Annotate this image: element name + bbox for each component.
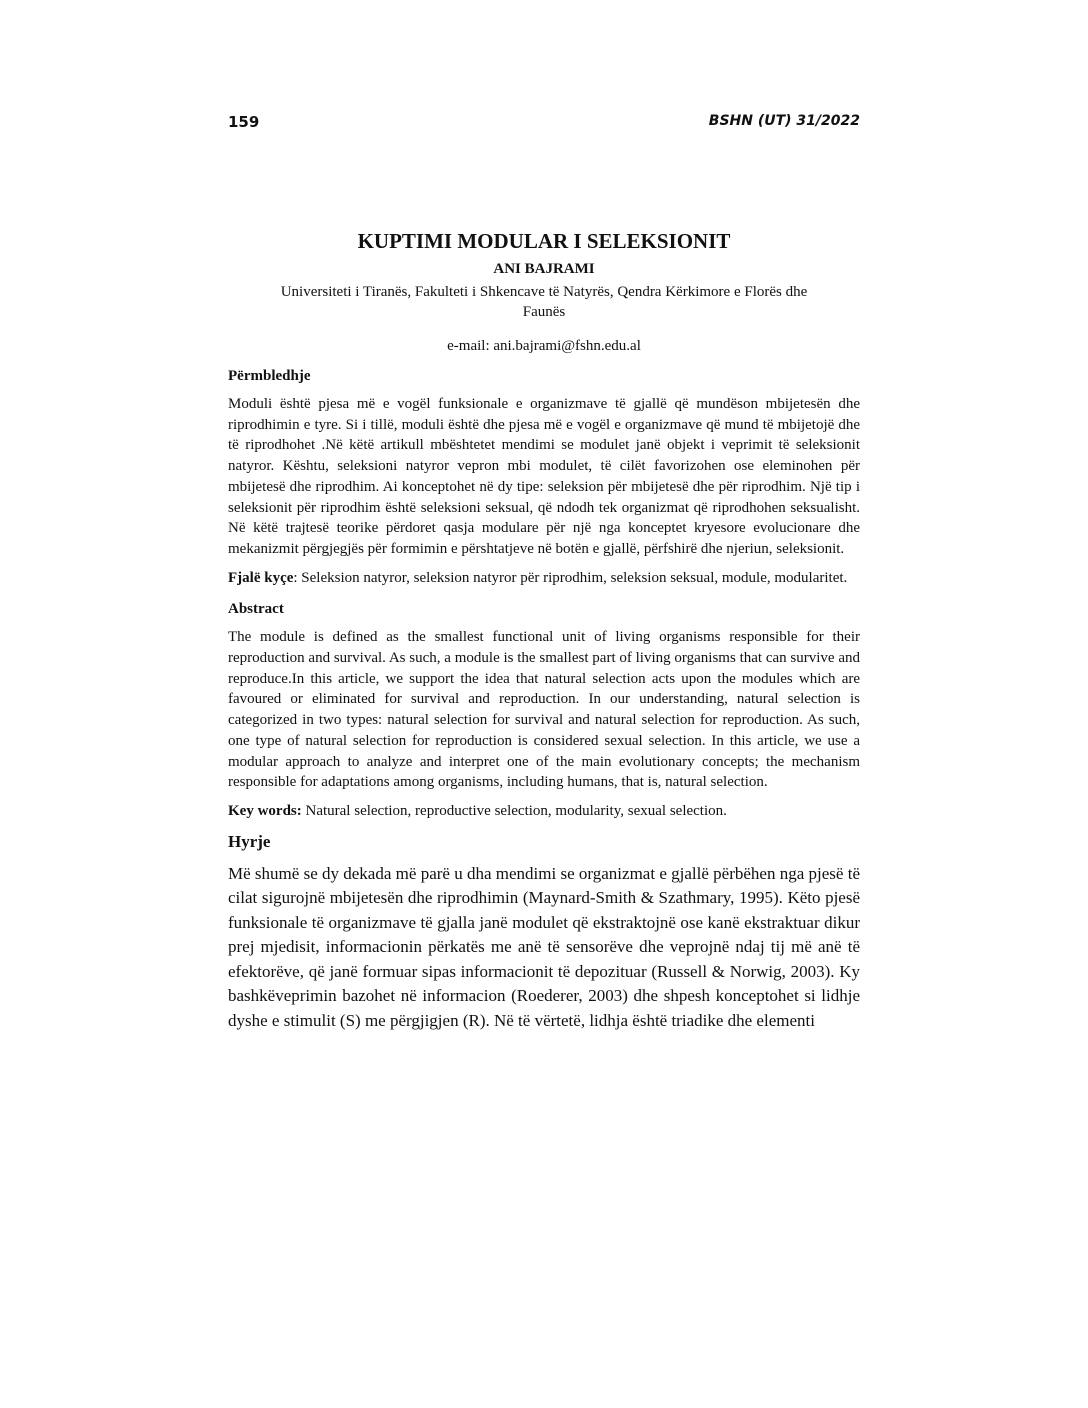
abstract-keywords: [228, 801, 860, 822]
author-name: ANI BAJRAMI: [493, 261, 595, 277]
permbledhje-text: Moduli është pjesa më e vogël funksionale e organizmave të gjallë që mundëson mbijetesën dhe riprodhimin e tyre. Si i tillë, moduli është dhe pjesa më e vogël e organizmave që mund të mbijetojë dhe të riprodhohet .Në këtë artikull mbështetet mendimi se modulet janë objekt i veprimit të seleksionit natyror. Kështu, seleksioni natyror vepron mbi modulet, të cilët favorizohen ose eleminohen për mbijetesë dhe riprodhim. Ai konceptohet në dy tipe: seleksion për mbijetesë dhe për riprodhim. Një tip i seleksionit për riprodhim është seleksioni seksual, që ndodh tek organizmat që riprodhohen seksualisht. Në këtë trajtesë teorike përdoret qasja modulare për një nga konceptet kryesore evolucionare dhe mekanizmit përgjegjës për formimin e përshtatjeve në botën e gjallë, përfshirë dhe njeriun, seleksionit.: [228, 396, 860, 557]
abstract-heading: Abstract: [228, 601, 284, 618]
keywords-label: Fjalë kyçe: [228, 569, 294, 586]
author-affiliation: Universiteti i Tiranës, Fakulteti i Shkencave të Natyrës, Qendra Kërkimore e Florës dhe Faunës: [280, 284, 808, 320]
journal-reference: BSHN (UT) 31/2022: [708, 113, 860, 129]
hyrje-heading: Hyrje: [228, 831, 271, 851]
author-email: e-mail: ani.bajrami@fshn.edu.al: [447, 338, 641, 354]
abstract-text: The module is defined as the smallest functional unit of living organisms responsible for their reproduction and survival. As such, a module is the smallest part of living organisms that can survive and reproduce.In this article, we support the idea that natural selection acts upon the modules which are favoured or eliminated for survival and reproduction. In our understanding, natural selection is categorized in two types: natural selection for survival and natural selection for reproduction. As such, one type of natural selection for reproduction is considered sexual selection. In this article, we use a modular approach to analyze and interpret one of the main evolutionary concepts; the mechanism responsible for adaptations among organisms, including humans, that is, natural selection.: [228, 629, 860, 791]
page-number: 159: [228, 113, 260, 131]
article-body: [228, 228, 860, 1033]
keywords-list: : Seleksion natyror, seleksion natyror për riprodhim, seleksion seksual, module, modularitet.: [293, 569, 848, 586]
hyrje-text: Më shumë se dy dekada më parë u dha mendimi se organizmat e gjallë përbëhen nga pjesë të cilat sigurojnë mbijetesën dhe riprodhimin (Maynard-Smith & Szathmary, 1995). Këto pjesë funksionale të organizmave të gjalla janë modulet që ekstraktojnë ose kanë ekstraktuar dikur prej mjedisit, informacionin përkatës me anë të sensorëve dhe veprojnë ndaj tij më anë të efektorëve, që janë formuar sipas informacionit të depozituar (Russell & Norwig, 2003). Ky bashkëveprimin bazohet në informacion (Roederer, 2003) dhe shpesh konceptohet si lidhje dyshe e stimulit (S) me përgjigjen (R). Në të vërtetë, lidhja është triadike dhe elementi: [228, 863, 860, 1030]
permbledhje-heading: Përmbledhje: [228, 368, 311, 384]
article-title: KUPTIMI MODULAR I SELEKSIONIT: [357, 229, 731, 253]
permbledhje-keywords: [228, 568, 860, 589]
keywords-label: Key words:: [228, 802, 302, 819]
running-header: [228, 113, 860, 135]
keywords-list: Natural selection, reproductive selection, modularity, sexual selection.: [301, 802, 727, 819]
